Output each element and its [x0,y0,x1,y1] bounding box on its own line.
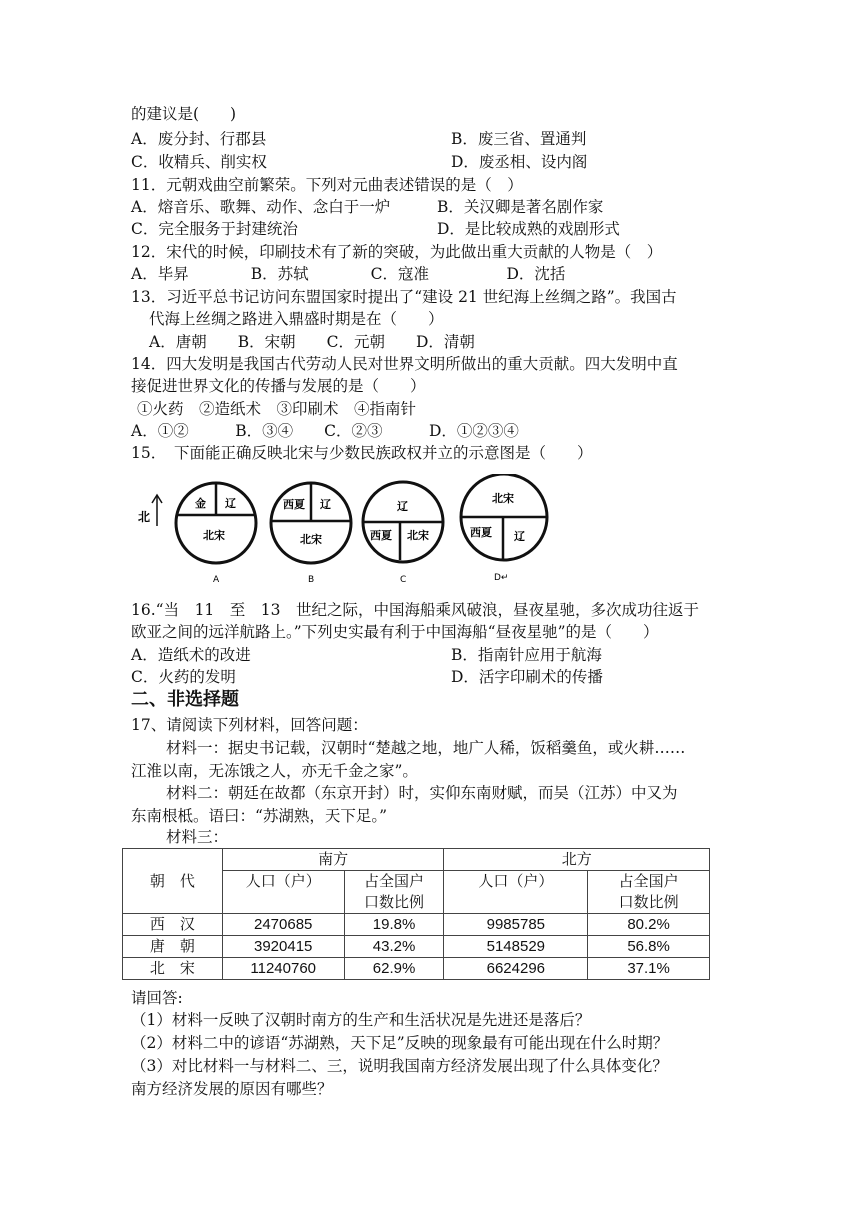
row-south-pop: 2470685 [222,914,344,936]
table-row [123,958,710,980]
row-south-ratio: 62.9% [344,958,444,980]
diagram-c-label: C [400,575,407,585]
q17-stem: 17、请阅读下列材料，回答问题： [131,716,368,734]
q11-option-b: B．关汉卿是著名剧作家 [437,198,604,216]
diagram-a-bottom: 北宋 [203,529,225,542]
header-north-ratio-line1: 占全国户 [618,872,679,890]
row-south-pop: 3920415 [222,936,344,958]
header-south-pop: 人口（户） [222,871,344,914]
header-north-ratio [588,871,710,914]
q10-option-a: A．废分封、行郡县 [131,130,267,148]
q10-stem-tail: 的建议是( ) [131,105,237,123]
q17-subquestion-2: （2）材料二中的谚语“苏湖熟，天下足”反映的现象最有可能出现在什么时期？ [131,1034,669,1052]
diagram-d-top: 北宋 [492,492,514,505]
diagram-c-bottom-left: 西夏 [370,529,392,542]
diagram-c [363,482,443,585]
q16-stem-line2: 欧亚之间的远洋航路上。”下列史实最有利于中国海船“昼夜星驰”的是（ ） [131,623,659,641]
diagram-a-label: A [213,575,220,585]
q16-option-a: A．造纸术的改进 [131,646,251,664]
diagram-c-top: 辽 [397,500,408,513]
row-dynasty: 西 汉 [123,914,223,936]
header-south-ratio-line1: 占全国户 [364,872,425,890]
north-arrow-icon [138,495,162,526]
row-south-ratio: 43.2% [344,936,444,958]
diagram-d-bottom-right: 辽 [514,530,525,543]
q12-stem: 12．宋代的时候，印刷技术有了新的突破，为此做出重大贡献的人物是（ ） [131,243,663,261]
q16-option-d: D．活字印刷术的传播 [451,668,603,686]
q11-option-d: D．是比较成熟的戏剧形式 [437,220,620,238]
q15-stem: 15． 下面能正确反映北宋与少数民族政权并立的示意图是（ ） [131,444,593,462]
q16-option-b: B．指南针应用于航海 [451,646,602,664]
q11-option-a: A．熔音乐、歌舞、动作、念白于一炉 [131,198,391,216]
row-north-ratio: 37.1% [588,958,710,980]
diagram-a [176,483,256,585]
north-label: 北 [138,510,151,524]
diagram-a-top-left: 金 [195,497,206,510]
diagram-b-top-left: 西夏 [283,498,305,511]
population-table [122,848,710,980]
q10-option-c: C．收精兵、削实权 [131,153,267,171]
q17-subquestion-3-line2: 南方经济发展的原因有哪些？ [131,1080,333,1098]
diagram-a-top-right: 辽 [225,497,236,510]
diagram-d-label: D↵ [494,573,509,583]
table-row [123,914,710,936]
q17-ask: 请回答: [131,989,183,1007]
q17-material2-line1: 材料二：朝廷在故都（东京开封）时，实仰东南财赋，而吴（江苏）中又为 [166,784,678,802]
row-north-ratio: 56.8% [588,936,710,958]
row-dynasty: 北 宋 [123,958,223,980]
q13-stem-line2: 代海上丝绸之路进入鼎盛时期是在（ ） [149,310,444,328]
q16-stem-line1: 16.“当 11 至 13 世纪之际，中国海船乘风破浪，昼夜星驰，多次成功往返于 [131,601,700,619]
table-row [123,936,710,958]
diagram-b [271,483,351,585]
q17-material1-line1: 材料一：据史书记载，汉朝时“楚越之地，地广人稀，饭稻羹鱼，或火耕…… [166,739,686,757]
header-south-ratio-line2: 口数比例 [364,893,425,911]
q13-options: A．唐朝 B．宋朝 C．元朝 D．清朝 [149,333,475,351]
q17-material2-line2: 东南根柢。语曰：“苏湖熟，天下足。” [131,807,388,825]
q17-subquestion-1: （1）材料一反映了汉朝时南方的生产和生活状况是先进还是落后？ [131,1011,591,1029]
diagram-d [461,474,547,583]
row-north-pop: 9985785 [444,914,588,936]
row-dynasty: 唐 朝 [123,936,223,958]
header-north-ratio-line2: 口数比例 [618,893,679,911]
q14-items: ①火药 ②造纸术 ③印刷术 ④指南针 [137,400,417,418]
diagram-b-top-right: 辽 [320,498,331,511]
q14-options: A．①② B．③④ C．②③ D．①②③④ [131,422,519,440]
row-north-pop: 6624296 [444,958,588,980]
diagram-d-bottom-left: 西夏 [470,526,492,539]
header-south: 南方 [222,849,444,871]
row-north-pop: 5148529 [444,936,588,958]
q16-option-c: C．火药的发明 [131,668,236,686]
q10-option-d: D．废丞相、设内阁 [451,153,588,171]
q11-stem: 11．元朝戏曲空前繁荣。下列对元曲表述错误的是（ ） [131,176,523,194]
q14-stem-line2: 接促进世界文化的传播与发展的是（ ） [131,377,426,395]
q10-option-b: B．废三省、置通判 [451,130,587,148]
section-title: 二、非选择题 [131,689,239,710]
q14-stem-line1: 14．四大发明是我国古代劳动人民对世界文明所做出的重大贡献。四大发明中直 [131,355,678,373]
q17-material1-line2: 江淮以南，无冻饿之人，亦无千金之家”。 [131,762,418,780]
q15-diagrams [130,474,560,586]
q11-option-c: C．完全服务于封建统治 [131,220,298,238]
q12-options: A．毕昇 B．苏轼 C．寇准 D．沈括 [131,265,566,283]
diagram-b-bottom: 北宋 [300,533,322,546]
header-dynasty: 朝 代 [123,849,223,914]
row-north-ratio: 80.2% [588,914,710,936]
header-north: 北方 [444,849,710,871]
row-south-pop: 11240760 [222,958,344,980]
diagram-c-bottom-right: 北宋 [407,529,429,542]
header-south-ratio [344,871,444,914]
diagram-b-label: B [308,575,315,585]
q13-stem-line1: 13．习近平总书记访问东盟国家时提出了“建设 21 世纪海上丝绸之路”。我国古 [131,288,677,306]
header-north-pop: 人口（户） [444,871,588,914]
q17-material3: 材料三： [166,828,229,846]
row-south-ratio: 19.8% [344,914,444,936]
q17-subquestion-3-line1: （3）对比材料一与材料二、三，说明我国南方经济发展出现了什么具体变化？ [131,1057,668,1075]
